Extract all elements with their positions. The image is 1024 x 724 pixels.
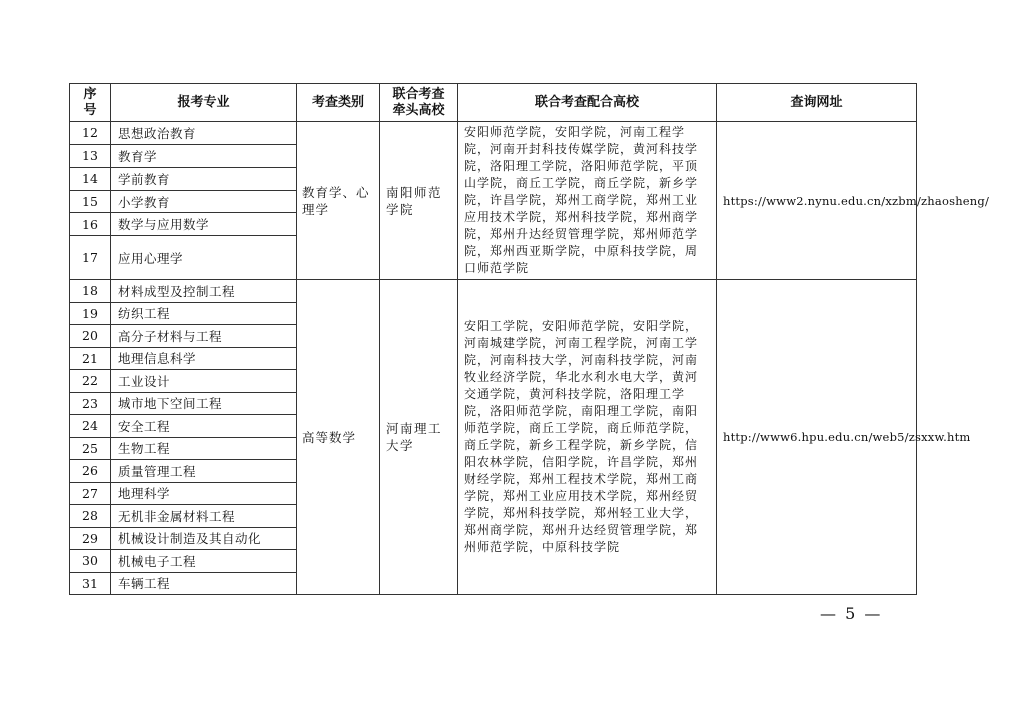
table-row [70, 122, 917, 145]
row-number: 23 [70, 392, 111, 415]
row-major: 无机非金属材料工程 [111, 505, 297, 528]
row-number: 24 [70, 415, 111, 438]
header-partner-schools: 联合考查配合高校 [458, 84, 717, 122]
group2-partner-schools: 安阳工学院，安阳师范学院，安阳学院，河南城建学院，河南工程学院，河南工学院，河南科技大学，河南科技学院，河南牧业经济学院，华北水利水电大学，黄河交通学院，黄河科技学院，洛阳理工学院，洛阳师范学院，南阳理工学院，南阳师范学院，商丘工学院，商丘师范学院，商丘学院，新乡工程学院，新乡学院，信阳农林学院，信阳学院，许昌学院，郑州财经学院，郑州工程技术学院，郑州工商学院，郑州工业应用技术学院，郑州经贸学院，郑州科技学院，郑州轻工业大学，郑州商学院，郑州升达经贸管理学院，郑州师范学院，中原科技学院 [458, 280, 717, 595]
row-number: 14 [70, 167, 111, 190]
row-major: 纺织工程 [111, 302, 297, 325]
row-major: 质量管理工程 [111, 460, 297, 483]
group1-category: 教育学、心理学 [297, 122, 380, 280]
row-major: 应用心理学 [111, 236, 297, 280]
header-major: 报考专业 [111, 84, 297, 122]
row-major: 学前教育 [111, 167, 297, 190]
table-row [70, 280, 917, 303]
header-url: 查询网址 [717, 84, 917, 122]
row-number: 28 [70, 505, 111, 528]
row-major: 高分子材料与工程 [111, 325, 297, 348]
group1-query-url[interactable]: https://www2.nynu.edu.cn/xzbm/zhaosheng/ [717, 122, 917, 280]
row-number: 20 [70, 325, 111, 348]
row-number: 27 [70, 482, 111, 505]
group2-lead-school: 河南理工大学 [380, 280, 458, 595]
row-number: 31 [70, 572, 111, 595]
row-major: 地理信息科学 [111, 347, 297, 370]
row-major: 工业设计 [111, 370, 297, 393]
row-major: 小学教育 [111, 190, 297, 213]
row-number: 21 [70, 347, 111, 370]
row-number: 12 [70, 122, 111, 145]
group1-lead-school: 南阳师范学院 [380, 122, 458, 280]
row-number: 26 [70, 460, 111, 483]
row-number: 25 [70, 437, 111, 460]
row-major: 生物工程 [111, 437, 297, 460]
row-major: 数学与应用数学 [111, 213, 297, 236]
row-major: 地理科学 [111, 482, 297, 505]
row-major: 机械电子工程 [111, 550, 297, 573]
row-major: 机械设计制造及其自动化 [111, 527, 297, 550]
group2-category: 高等数学 [297, 280, 380, 595]
header-row [70, 84, 917, 122]
row-number: 13 [70, 144, 111, 167]
group2-query-url[interactable]: http://www6.hpu.edu.cn/web5/zsxxw.htm [717, 280, 917, 595]
row-number: 30 [70, 550, 111, 573]
row-number: 19 [70, 302, 111, 325]
row-number: 17 [70, 236, 111, 280]
header-category: 考查类别 [297, 84, 380, 122]
row-number: 15 [70, 190, 111, 213]
row-number: 29 [70, 527, 111, 550]
row-major: 教育学 [111, 144, 297, 167]
row-major: 城市地下空间工程 [111, 392, 297, 415]
row-major: 思想政治教育 [111, 122, 297, 145]
group1-partner-schools: 安阳师范学院，安阳学院，河南工程学院，河南开封科技传媒学院，黄河科技学院，洛阳理工学院，洛阳师范学院，平顶山学院，商丘工学院，商丘学院，新乡学院，许昌学院，郑州工商学院，郑州工业应用技术学院，郑州科技学院，郑州商学院，郑州升达经贸管理学院，郑州师范学院，郑州西亚斯学院，中原科技学院，周口师范学院 [458, 122, 717, 280]
admissions-table [69, 83, 990, 595]
row-major: 安全工程 [111, 415, 297, 438]
row-number: 16 [70, 213, 111, 236]
header-seq: 序 号 [70, 84, 111, 122]
row-major: 材料成型及控制工程 [111, 280, 297, 303]
header-lead-school: 联合考查 牵头高校 [380, 84, 458, 122]
row-number: 18 [70, 280, 111, 303]
row-major: 车辆工程 [111, 572, 297, 595]
page-number: — 5 — [820, 604, 883, 623]
row-number: 22 [70, 370, 111, 393]
